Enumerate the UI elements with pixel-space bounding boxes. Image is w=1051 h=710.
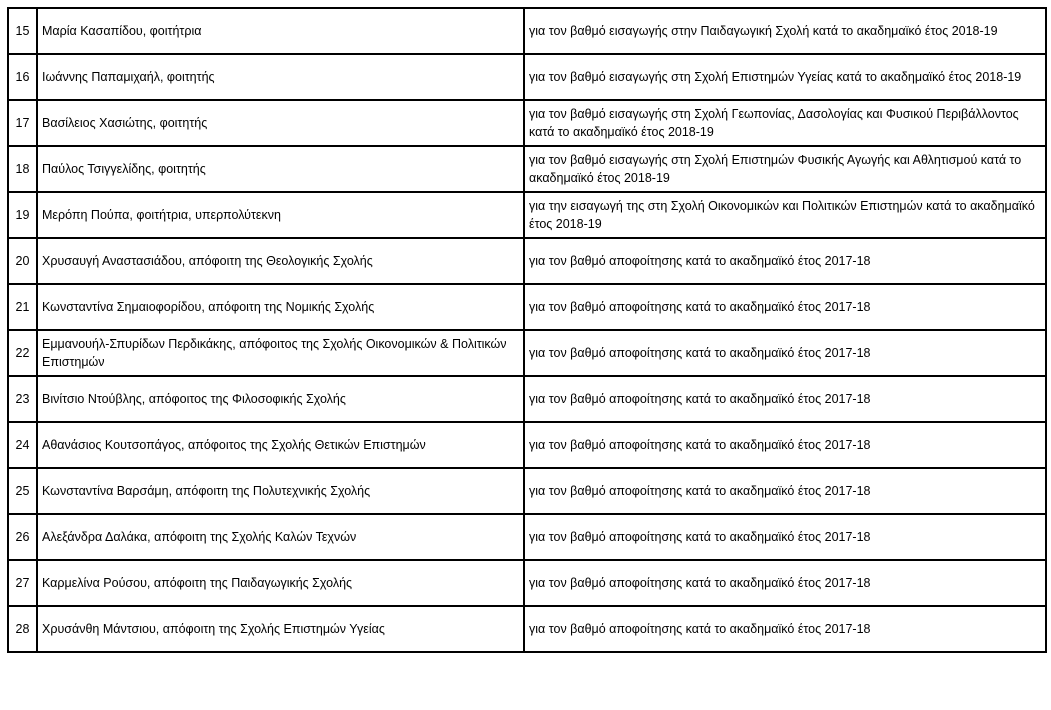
recipient-name: Χρυσαυγή Αναστασιάδου, απόφοιτη της Θεολογικής Σχολής bbox=[37, 238, 524, 284]
table-row bbox=[8, 238, 1046, 284]
award-reason: για τον βαθμό αποφοίτησης κατά το ακαδημαϊκό έτος 2017-18 bbox=[524, 330, 1046, 376]
row-number: 20 bbox=[8, 238, 37, 284]
recipient-name: Αλεξάνδρα Δαλάκα, απόφοιτη της Σχολής Καλών Τεχνών bbox=[37, 514, 524, 560]
row-number: 23 bbox=[8, 376, 37, 422]
row-number: 26 bbox=[8, 514, 37, 560]
table-row bbox=[8, 560, 1046, 606]
recipient-name: Ιωάννης Παπαμιχαήλ, φοιτητής bbox=[37, 54, 524, 100]
table-row bbox=[8, 422, 1046, 468]
award-reason: για τον βαθμό αποφοίτησης κατά το ακαδημαϊκό έτος 2017-18 bbox=[524, 422, 1046, 468]
award-reason: για τον βαθμό αποφοίτησης κατά το ακαδημαϊκό έτος 2017-18 bbox=[524, 560, 1046, 606]
awards-table-body bbox=[8, 8, 1046, 652]
award-reason: για τον βαθμό εισαγωγής στη Σχολή Επιστημών Φυσικής Αγωγής και Αθλητισμού κατά το ακαδημαϊκό έτος 2018-19 bbox=[524, 146, 1046, 192]
recipient-name: Χρυσάνθη Μάντσιου, απόφοιτη της Σχολής Επιστημών Υγείας bbox=[37, 606, 524, 652]
awards-table bbox=[7, 7, 1047, 653]
award-reason: για τον βαθμό αποφοίτησης κατά το ακαδημαϊκό έτος 2017-18 bbox=[524, 606, 1046, 652]
recipient-name: Εμμανουήλ-Σπυρίδων Περδικάκης, απόφοιτος της Σχολής Οικονομικών & Πολιτικών Επιστημών bbox=[37, 330, 524, 376]
recipient-name: Μερόπη Πούπα, φοιτήτρια, υπερπολύτεκνη bbox=[37, 192, 524, 238]
award-reason: για τον βαθμό αποφοίτησης κατά το ακαδημαϊκό έτος 2017-18 bbox=[524, 284, 1046, 330]
award-reason: για τον βαθμό εισαγωγής στη Σχολή Γεωπονίας, Δασολογίας και Φυσικού Περιβάλλοντος κατά το ακαδημαϊκό έτος 2018-19 bbox=[524, 100, 1046, 146]
row-number: 24 bbox=[8, 422, 37, 468]
table-row bbox=[8, 192, 1046, 238]
table-row bbox=[8, 514, 1046, 560]
table-row bbox=[8, 100, 1046, 146]
table-row bbox=[8, 330, 1046, 376]
table-row bbox=[8, 468, 1046, 514]
row-number: 25 bbox=[8, 468, 37, 514]
recipient-name: Καρμελίνα Ρούσου, απόφοιτη της Παιδαγωγικής Σχολής bbox=[37, 560, 524, 606]
table-row bbox=[8, 284, 1046, 330]
table-row bbox=[8, 606, 1046, 652]
row-number: 27 bbox=[8, 560, 37, 606]
row-number: 28 bbox=[8, 606, 37, 652]
recipient-name: Παύλος Τσιγγελίδης, φοιτητής bbox=[37, 146, 524, 192]
award-reason: για τον βαθμό αποφοίτησης κατά το ακαδημαϊκό έτος 2017-18 bbox=[524, 468, 1046, 514]
recipient-name: Βασίλειος Χασιώτης, φοιτητής bbox=[37, 100, 524, 146]
recipient-name: Κωνσταντίνα Βαρσάμη, απόφοιτη της Πολυτεχνικής Σχολής bbox=[37, 468, 524, 514]
recipient-name: Αθανάσιος Κουτσοπάγος, απόφοιτος της Σχολής Θετικών Επιστημών bbox=[37, 422, 524, 468]
row-number: 21 bbox=[8, 284, 37, 330]
award-reason: για τον βαθμό αποφοίτησης κατά το ακαδημαϊκό έτος 2017-18 bbox=[524, 514, 1046, 560]
table-row bbox=[8, 146, 1046, 192]
row-number: 22 bbox=[8, 330, 37, 376]
award-reason: για την εισαγωγή της στη Σχολή Οικονομικών και Πολιτικών Επιστημών κατά το ακαδημαϊκό έτος 2018-19 bbox=[524, 192, 1046, 238]
award-reason: για τον βαθμό αποφοίτησης κατά το ακαδημαϊκό έτος 2017-18 bbox=[524, 376, 1046, 422]
recipient-name: Βινίτσιο Ντούβλης, απόφοιτος της Φιλοσοφικής Σχολής bbox=[37, 376, 524, 422]
row-number: 18 bbox=[8, 146, 37, 192]
table-row bbox=[8, 376, 1046, 422]
award-reason: για τον βαθμό εισαγωγής στη Σχολή Επιστημών Υγείας κατά το ακαδημαϊκό έτος 2018-19 bbox=[524, 54, 1046, 100]
row-number: 17 bbox=[8, 100, 37, 146]
table-row bbox=[8, 54, 1046, 100]
award-reason: για τον βαθμό εισαγωγής στην Παιδαγωγική Σχολή κατά το ακαδημαϊκό έτος 2018-19 bbox=[524, 8, 1046, 54]
document-page bbox=[7, 7, 1047, 653]
recipient-name: Κωνσταντίνα Σημαιοφορίδου, απόφοιτη της Νομικής Σχολής bbox=[37, 284, 524, 330]
row-number: 16 bbox=[8, 54, 37, 100]
award-reason: για τον βαθμό αποφοίτησης κατά το ακαδημαϊκό έτος 2017-18 bbox=[524, 238, 1046, 284]
row-number: 19 bbox=[8, 192, 37, 238]
recipient-name: Μαρία Κασαπίδου, φοιτήτρια bbox=[37, 8, 524, 54]
table-row bbox=[8, 8, 1046, 54]
row-number: 15 bbox=[8, 8, 37, 54]
